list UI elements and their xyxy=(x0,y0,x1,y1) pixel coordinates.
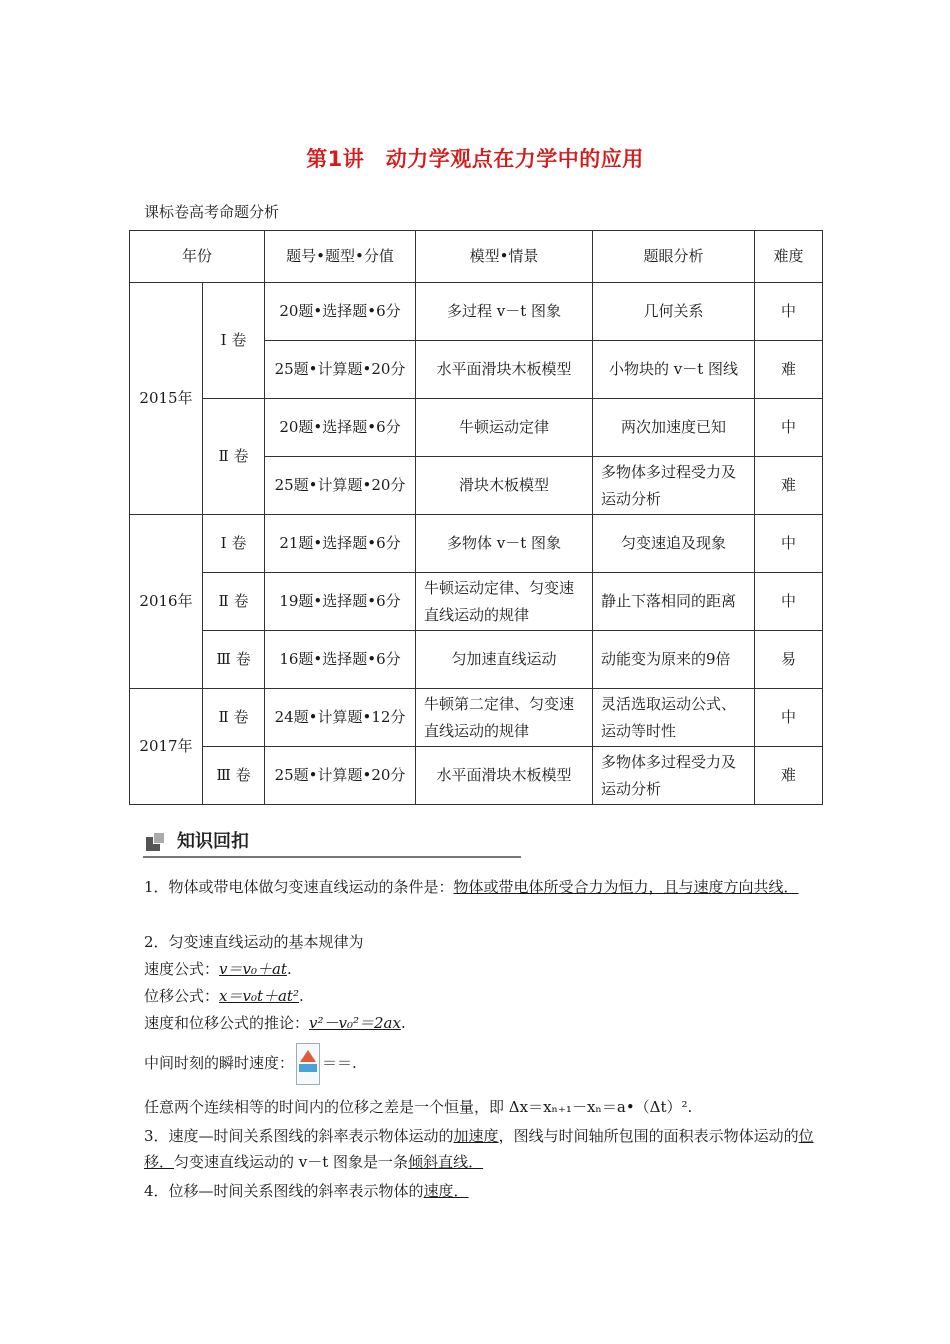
year-cell: 2017年 xyxy=(130,689,203,805)
velocity-formula-period: . xyxy=(286,960,292,978)
paper-cell: Ⅰ 卷 xyxy=(203,515,265,573)
inference-formula-line xyxy=(144,1012,406,1033)
difficulty-cell: 中 xyxy=(755,689,823,747)
paper-cell: Ⅱ 卷 xyxy=(203,689,265,747)
difficulty-cell: 难 xyxy=(755,457,823,515)
analysis-cell: 两次加速度已知 xyxy=(593,399,755,457)
header-question: 题号•题型•分值 xyxy=(265,231,416,283)
model-cell: 匀加速直线运动 xyxy=(416,631,593,689)
paper-cell: Ⅱ 卷 xyxy=(203,573,265,631)
table-row xyxy=(130,515,823,573)
difficulty-cell: 中 xyxy=(755,515,823,573)
analysis-cell: 动能变为原来的9倍 xyxy=(593,631,755,689)
year-cell: 2015年 xyxy=(130,283,203,515)
velocity-formula-line xyxy=(144,958,292,979)
analysis-cell: 几何关系 xyxy=(593,283,755,341)
analysis-cell: 多物体多过程受力及运动分析 xyxy=(593,457,755,515)
table-row xyxy=(130,573,823,631)
question-cell: 21题•选择题•6分 xyxy=(265,515,416,573)
paper-cell: Ⅲ 卷 xyxy=(203,631,265,689)
item-3-text-c: ，图线与时间轴所包围的面积表示物体运动的 xyxy=(498,1127,799,1145)
table-header-row xyxy=(130,231,823,283)
difficulty-cell: 中 xyxy=(755,399,823,457)
header-model: 模型•情景 xyxy=(416,231,593,283)
analysis-cell: 灵活选取运动公式、运动等时性 xyxy=(593,689,755,747)
section-header xyxy=(143,826,521,858)
item-3-answer-line: 倾斜直线． xyxy=(408,1153,484,1171)
model-cell: 多物体 v－t 图象 xyxy=(416,515,593,573)
inference-formula-label: 速度和位移公式的推论： xyxy=(144,1014,310,1032)
header-year: 年份 xyxy=(130,231,265,283)
mid-time-velocity-label: 中间时刻的瞬时速度： xyxy=(144,1054,295,1072)
mid-time-velocity-suffix: ＝＝. xyxy=(322,1054,357,1072)
table-row xyxy=(130,283,823,341)
question-cell: 19题•选择题•6分 xyxy=(265,573,416,631)
item-4-answer: 速度． xyxy=(423,1182,469,1200)
model-cell: 多过程 v－t 图象 xyxy=(416,283,593,341)
item-3-answer-displacement: 位移． xyxy=(144,1127,814,1171)
item-4-text: 4．位移—时间关系图线的斜率表示物体的 xyxy=(144,1182,424,1200)
analysis-cell: 静止下落相同的距离 xyxy=(593,573,755,631)
analysis-cell: 小物块的 v－t 图线 xyxy=(593,341,755,399)
item-1 xyxy=(144,874,814,900)
inference-formula-answer: v²－v₀²＝2ax xyxy=(309,1014,401,1032)
table-row xyxy=(130,631,823,689)
question-cell: 25题•计算题•20分 xyxy=(265,457,416,515)
item-1-answer: 物体或带电体所受合力为恒力，且与速度方向共线． xyxy=(453,878,799,896)
table-row xyxy=(130,689,823,747)
difficulty-cell: 易 xyxy=(755,631,823,689)
question-cell: 25题•计算题•20分 xyxy=(265,341,416,399)
velocity-formula-label: 速度公式： xyxy=(144,960,220,978)
paper-cell: Ⅱ 卷 xyxy=(203,399,265,515)
displacement-formula-period: . xyxy=(298,987,304,1005)
section-square-small-icon xyxy=(153,832,165,844)
paper-cell: Ⅰ 卷 xyxy=(203,283,265,399)
displacement-formula-label: 位移公式： xyxy=(144,987,220,1005)
section-title: 知识回扣 xyxy=(177,831,249,852)
model-cell: 牛顿运动定律、匀变速直线运动的规律 xyxy=(416,573,593,631)
difficulty-cell: 难 xyxy=(755,747,823,805)
paper-cell: Ⅲ 卷 xyxy=(203,747,265,805)
item-3 xyxy=(144,1123,814,1175)
displacement-formula-line xyxy=(144,985,304,1006)
displacement-formula-answer: x＝v₀t＋at² xyxy=(219,987,299,1005)
difficulty-cell: 中 xyxy=(755,573,823,631)
table-caption: 课标卷高考命题分析 xyxy=(144,203,280,221)
question-cell: 25题•计算题•20分 xyxy=(265,747,416,805)
item-3-text-e: 匀变速直线运动的 v－t 图象是一条 xyxy=(174,1153,409,1171)
question-cell: 20题•选择题•6分 xyxy=(265,283,416,341)
item-4 xyxy=(144,1180,469,1201)
velocity-formula-answer: v＝v₀＋at xyxy=(219,960,287,978)
item-3-text-a: 3．速度—时间关系图线的斜率表示物体运动的 xyxy=(144,1127,454,1145)
model-cell: 牛顿运动定律 xyxy=(416,399,593,457)
model-cell: 水平面滑块木板模型 xyxy=(416,747,593,805)
page-title: 第1讲 动力学观点在力学中的应用 xyxy=(306,147,644,171)
mid-time-velocity-line xyxy=(144,1040,357,1086)
table-row xyxy=(130,747,823,805)
model-cell: 水平面滑块木板模型 xyxy=(416,341,593,399)
header-analysis: 题眼分析 xyxy=(593,231,755,283)
difficulty-cell: 难 xyxy=(755,341,823,399)
header-difficulty: 难度 xyxy=(755,231,823,283)
exam-analysis-table xyxy=(129,230,823,805)
model-cell: 滑块木板模型 xyxy=(416,457,593,515)
difficulty-cell: 中 xyxy=(755,283,823,341)
table-row xyxy=(130,399,823,457)
analysis-cell: 匀变速追及现象 xyxy=(593,515,755,573)
question-cell: 20题•选择题•6分 xyxy=(265,399,416,457)
item-3-answer-acceleration: 加速度 xyxy=(453,1127,499,1145)
question-cell: 16题•选择题•6分 xyxy=(265,631,416,689)
year-cell: 2016年 xyxy=(130,515,203,689)
item-1-prefix: 1．物体或带电体做匀变速直线运动的条件是： xyxy=(144,878,454,896)
analysis-cell: 多物体多过程受力及运动分析 xyxy=(593,747,755,805)
broken-image-icon xyxy=(296,1043,320,1085)
question-cell: 24题•计算题•12分 xyxy=(265,689,416,747)
displacement-difference-line: 任意两个连续相等的时间内的位移之差是一个恒量，即 Δx＝xₙ₊₁－xₙ＝a•（Δt）². xyxy=(144,1098,693,1116)
inference-formula-period: . xyxy=(400,1014,406,1032)
model-cell: 牛顿第二定律、匀变速直线运动的规律 xyxy=(416,689,593,747)
item-2: 2．匀变速直线运动的基本规律为 xyxy=(144,933,364,951)
